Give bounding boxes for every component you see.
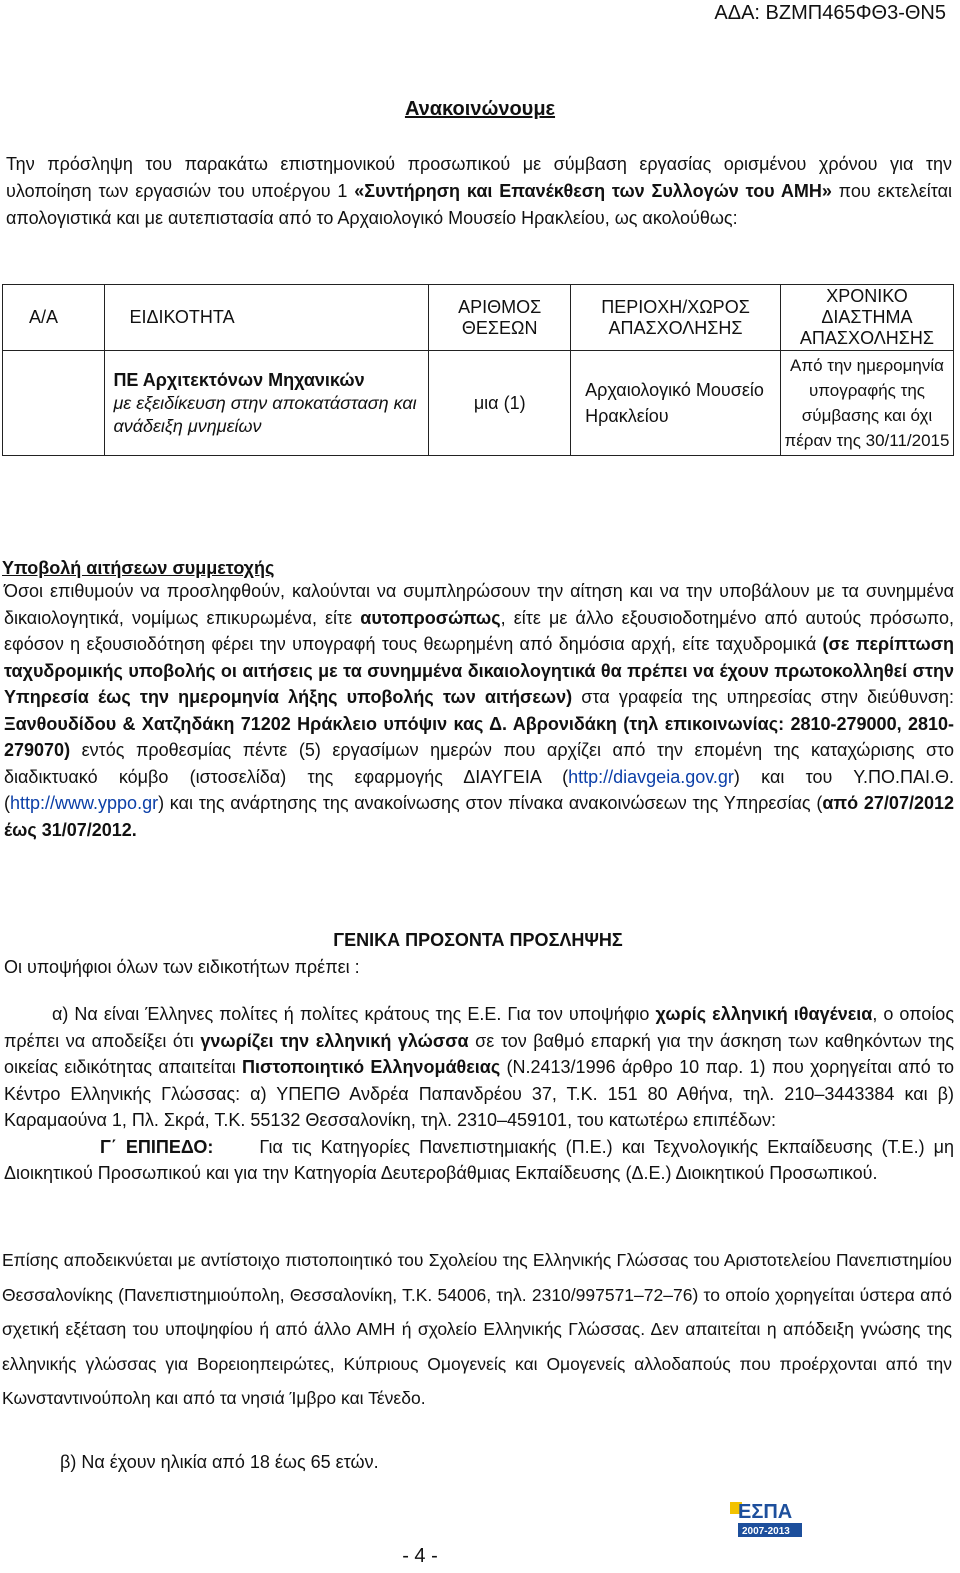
- positions-table: [2, 284, 954, 456]
- submission-paragraph: [4, 578, 954, 843]
- requirement-beta: β) Να έχουν ηλικία από 18 έως 65 ετών.: [60, 1452, 379, 1472]
- cell-period: Από την ημερομηνία υπογραφής της σύμβασης και όχι πέραν της 30/11/2015: [780, 351, 953, 456]
- requirement-also: Επίσης αποδεικνύεται με αντίστοιχο πιστοποιητικό του Σχολείου της Ελληνικής Γλώσσας του Αριστοτελείου Πανεπιστημίου Θεσσαλονίκης (Πανεπιστημιούπολη, Θεσσαλονίκη, Τ.Κ. 54006, τηλ. 2310/997571–72–76) το οποίο χορηγείται ύστερα από σχετική εξέταση του υποψηφίου ή από άλλο ΑΜΗ ή σχολείο Ελληνικής Γλώσσας. Δεν απαιτείται η απόδειξη γνώσης της ελληνικής γλώσσας για Βορειοηπειρώτες, Κύπριους Ομογενείς και Ομογενείς αλλοδαπούς που προέρχονται από την Κωνσταντινούπολη και από τα νησιά Ίμβρο και Τένεδο.: [2, 1250, 952, 1408]
- cell-area: Αρχαιολογικό Μουσείο Ηρακλείου: [571, 351, 781, 456]
- specialty-name: ΠΕ Αρχιτεκτόνων Μηχανικών: [113, 369, 365, 390]
- table-row: [3, 351, 954, 456]
- header-period: ΧΡΟΝΙΚΟ ΔΙΑΣΤΗΜΑ ΑΠΑΣΧΟΛΗΣΗΣ: [780, 285, 953, 351]
- sub-text-2: , είτε με άλλο εξουσιοδοτημένο από αυτούς πρόσωπο, εφόσον η εξουσιοδότηση φέρει την υπογραφή τους θεωρημένη από δημόσια αρχή, είτε ταχυδρομικά: [4, 607, 954, 654]
- announcement-heading: Ανακοινώνουμε: [404, 98, 556, 120]
- yppo-link[interactable]: http://www.yppo.gr: [10, 793, 159, 813]
- submission-heading: Υποβολή αιτήσεων συμμετοχής: [2, 558, 275, 578]
- sub-bold-dates: από 27/07/2012 έως 31/07/2012.: [4, 793, 954, 840]
- header-count: ΑΡΙΘΜΟΣ ΘΕΣΕΩΝ: [429, 285, 571, 351]
- specialty-detail: με εξειδίκευση στην αποκατάσταση και ανάδειξη μνημείων: [113, 392, 417, 436]
- table-header-row: [3, 285, 954, 351]
- alpha-text-1: α) Να είναι Έλληνες πολίτες ή πολίτες κράτους της Ε.Ε. Για τον υποψήφιο: [52, 1004, 656, 1024]
- sub-bold-3: Ξανθουδίδου & Χατζηδάκη 71202 Ηράκλειο υπόψιν κας Δ. Αβρονιδάκη (τηλ επικοινωνίας: 2810-279000, 2810-279070): [4, 713, 954, 760]
- sub-text-5: ) και του Υ.ΠΟ.ΠΑΙ.Θ. (: [4, 766, 955, 813]
- sub-text-1: Όσοι επιθυμούν να προσληφθούν, καλούνται να συμπληρώσουν την αίτηση και να την υποβάλουν με τα συνημμένα δικαιολογητικά, νομίμως επικυρωμένα, είτε: [4, 581, 954, 628]
- candidates-intro: Οι υποψήφιοι όλων των ειδικοτήτων πρέπει :: [4, 957, 360, 977]
- header-area: ΠΕΡΙΟΧΗ/ΧΩΡΟΣ ΑΠΑΣΧΟΛΗΣΗΣ: [571, 285, 781, 351]
- cell-count: μια (1): [429, 351, 571, 456]
- alpha-text-3: σε τον βαθμό επαρκή για την άσκηση των καθηκόντων της οικείας ειδικότητας απαιτείται: [4, 1030, 955, 1077]
- cell-aa: [3, 351, 105, 456]
- alpha-text-2: , ο οποίος πρέπει να αποδείξει ότι: [4, 1004, 954, 1051]
- level-text: Για τις Κατηγορίες Πανεπιστημιακής (Π.Ε.) και Τεχνολογικής Εκπαίδευσης (Τ.Ε.) μη Διοικητικού Προσωπικού και για την Κατηγορία Δευτεροβάθμιας Εκπαίδευσης (Δ.Ε.) Διοικητικού Προσωπικού.: [4, 1136, 954, 1183]
- sub-bold-1: αυτοπροσώπως: [360, 607, 501, 628]
- header-specialty: ΕΙΔΙΚΟΤΗΤΑ: [105, 285, 429, 351]
- ada-code: ΑΔΑ: ΒΖΜΠ465ΦΘ3-ΘΝ5: [714, 2, 946, 24]
- intro-text: Την πρόσληψη του παρακάτω επιστημονικού προσωπικού με σύμβαση εργασίας ορισμένου χρόνου για την υλοποίηση των εργασιών του υποέργου 1: [6, 154, 952, 201]
- header-aa: Α/Α: [3, 285, 105, 351]
- espa-logo-text: ΕΣΠΑ: [738, 1501, 793, 1523]
- sub-text-6: ) και της ανάρτησης της ανακοίνωσης στον πίνακα ανακοινώσεων της Υπηρεσίας (: [158, 793, 823, 813]
- sub-text-3: στα γραφεία της υπηρεσίας στην διεύθυνση:: [572, 687, 954, 707]
- alpha-bold-2: γνωρίζει την ελληνική γλώσσα: [200, 1030, 469, 1051]
- sub-bold-2: (σε περίπτωση ταχυδρομικής υποβολής οι αιτήσεις με τα συνημμένα δικαιολογητικά θα πρέπει να έχουν πρωτοκολληθεί στην Υπηρεσία έως την ημερομηνία λήξης υποβολής των αιτήσεων): [4, 634, 955, 707]
- intro-text-end: που εκτελείται απολογιστικά και με αυτεπιστασία από το Αρχαιολογικό Μουσείο Ηρακλείου, ως ακολούθως:: [6, 181, 952, 228]
- sub-text-4: εντός προθεσμίας πέντε (5) εργασίμων ημερών που αρχίζει από την επομένη της καταχώρισης στο διαδικτυακό κόμβο (ιστοσελίδα) της εφαρμογής ΔΙΑΥΓΕΙΑ (: [4, 740, 954, 787]
- general-qualifications-heading: ΓΕΝΙΚΑ ΠΡΟΣΟΝΤΑ ΠΡΟΣΛΗΨΗΣ: [333, 930, 623, 950]
- alpha-bold-3: Πιστοποιητικό Ελληνομάθειας: [242, 1057, 501, 1077]
- requirement-alpha: [4, 1001, 954, 1187]
- page-number: - 4 -: [402, 1545, 438, 1567]
- alpha-text-4: (Ν.2413/1996 άρθρο 10 παρ. 1) που χορηγείται από το Κέντρο Ελληνικής Γλώσσας: α) ΥΠΕΠΘ Ανδρέα Παπανδρέου 37, Τ.Κ. 151 80 Αθήνα, τηλ. 210–3443384 και β) Καραμαούνα 1, Πλ. Σκρά, Τ.Κ. 55132 Θεσσαλονίκη, τηλ. 2310–459101, του κατωτέρω επιπέδων:: [4, 1057, 954, 1130]
- alpha-bold-1: χωρίς ελληνική ιθαγένεια: [655, 1004, 873, 1024]
- project-title: «Συντήρηση και Επανέκθεση των Συλλογών του ΑΜΗ»: [354, 181, 832, 201]
- cell-specialty: [105, 351, 429, 456]
- espa-logo-years: 2007-2013: [742, 1526, 790, 1537]
- diavgeia-link[interactable]: http://diavgeia.gov.gr: [568, 766, 734, 787]
- intro-paragraph: [6, 151, 952, 232]
- level-label: Γ΄ ΕΠΙΠΕΔΟ:: [100, 1136, 214, 1157]
